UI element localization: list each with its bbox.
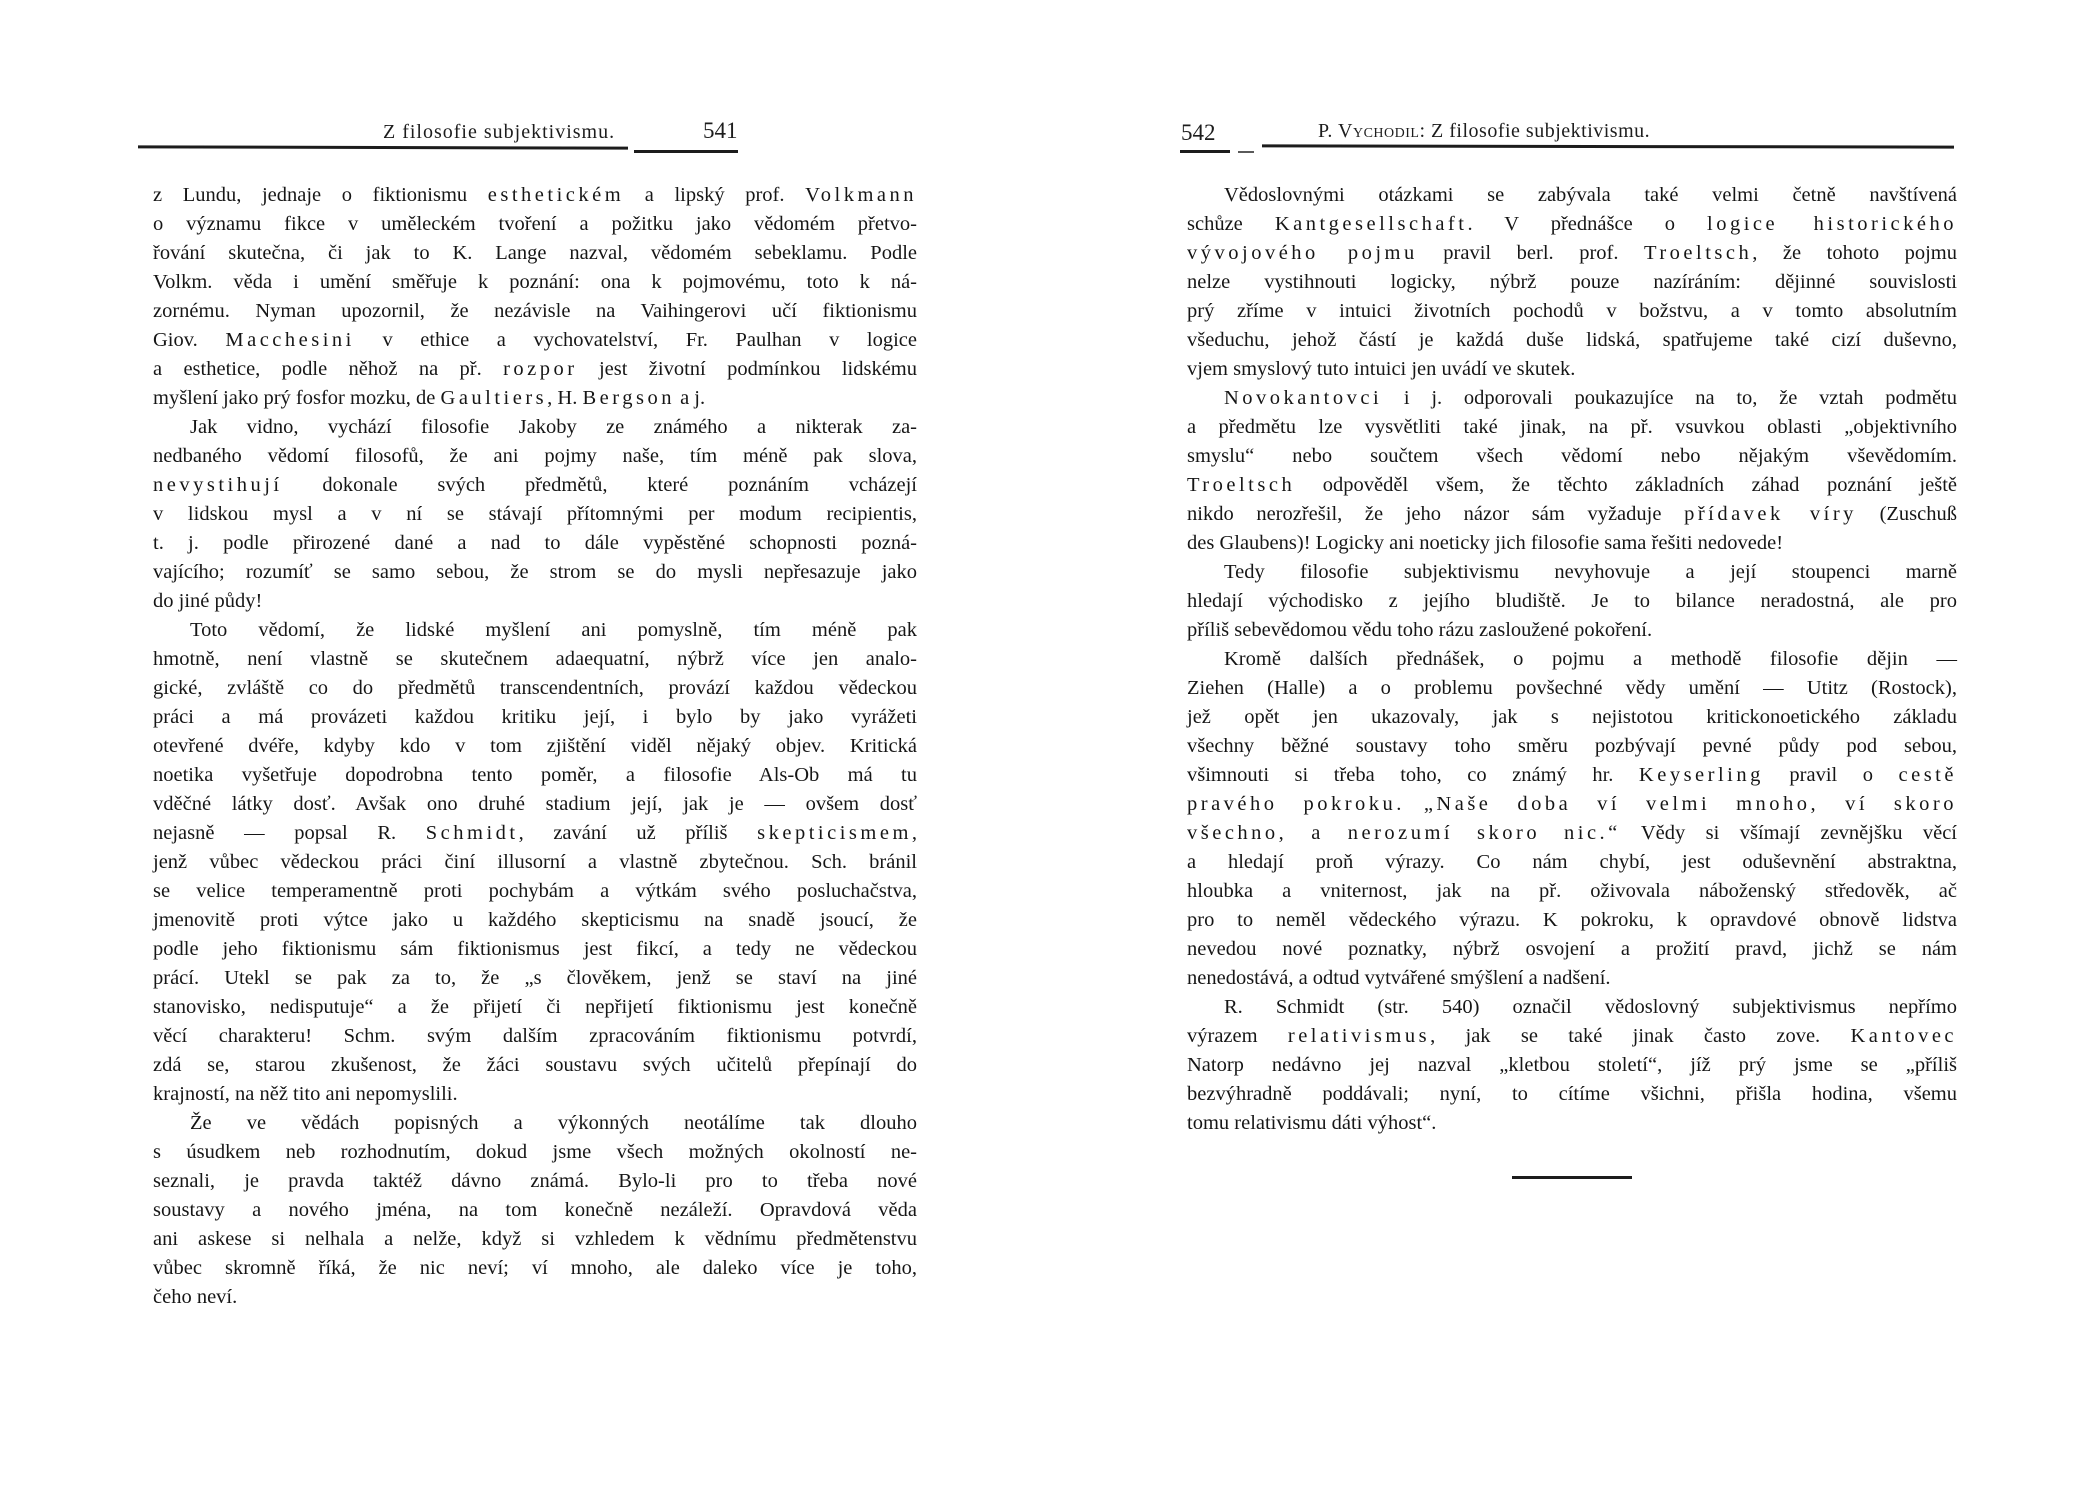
text-line: hmotně, není vlastně se skutečnem adaequatní, nýbrž více jen analo-: [153, 648, 917, 670]
text-line: práci a má provázeti každou kritiku její, i bylo by jako vyrážeti: [153, 706, 917, 728]
text-line: Kromě dalších přednášek, o pojmu a methodě filosofie dějin —: [1224, 648, 1957, 670]
right-header-rule-segment: [1180, 150, 1230, 153]
letterspaced-text: Kantovec: [1850, 1025, 1958, 1047]
text-line: pro to neměl vědeckého výrazu. K pokroku, k opravdové obnově lidstva: [1187, 909, 1957, 931]
letterspaced-text: pravého pokroku: [1187, 793, 1397, 815]
text-line: zornému. Nyman upozornil, že nezávisle na Vaihingerovi učí fiktionismu: [153, 300, 917, 322]
letterspaced-text: Troeltsch: [1187, 474, 1296, 496]
letterspaced-text: Bergson: [582, 387, 675, 409]
text-line: gické, zvláště co do předmětů transcendentních, provází každou vědeckou: [153, 677, 917, 699]
text-line: a předmětu lze vysvětliti také jinak, na př. vsuvkou oblasti „objektivního: [1187, 416, 1957, 438]
text-line: vůbec skromně říká, že nic neví; ví mnoho, ale daleko více je toho,: [153, 1257, 917, 1279]
letterspaced-text: Kantgesellschaft: [1274, 213, 1468, 235]
text-line: hledají východisko z jejího bludiště. Je to bilance neradostná, ale pro: [1187, 590, 1957, 612]
text-line: bezvýhradně poddávali; nyní, to cítíme všichni, přišla hodina, všemu: [1187, 1083, 1957, 1105]
left-running-head-title: Z filosofie subjektivismu.: [383, 121, 616, 143]
text-line: vajícího; rozumíť se samo sebou, že strom se do mysli nepřesazuje jako: [153, 561, 917, 583]
running-head-author: P. Vychodil:: [1318, 120, 1426, 142]
text-line: smyslu“ nebo součtem všech vědomí nebo nějakým vševědomím.: [1187, 445, 1957, 467]
text-line: hloubka a vniternost, jak na př. oživovala náboženský středověk, ač: [1187, 880, 1957, 902]
end-divider-rule: [1512, 1176, 1632, 1179]
letterspaced-text: skepticismem: [757, 822, 912, 844]
text-line: stanovisko, nedisputuje“ a že přijetí či nepřijetí fiktionismu jest konečně: [153, 996, 917, 1018]
text-line: krajností, na něž tito ani nepomyslili.: [153, 1083, 458, 1105]
page-right-body: [1187, 181, 1957, 1138]
text-line: myšlení jako prý fosfor mozku, de Gaultiers, H. Bergson a j.: [153, 387, 706, 409]
text-line: Vědoslovnými otázkami se zabývala také velmi četně navštívená: [1224, 184, 1957, 206]
text-line: a esthetice, podle něhož na př. rozpor jest životní podmínkou lidskému: [153, 358, 917, 380]
text-line: Jak vidno, vychází filosofie Jakoby ze známého a nikterak za-: [190, 416, 917, 438]
letterspaced-text: vývojového pojmu: [1187, 242, 1418, 264]
text-line: Giov. Macchesini v ethice a vychovatelství, Fr. Paulhan v logice: [153, 329, 918, 351]
text-line: s úsudkem neb rozhodnutím, dokud jsme všech možných okolností ne-: [153, 1141, 917, 1163]
text-line: podle jeho fiktionismu sám fiktionismus jest fikcí, a tedy ne vědeckou: [153, 938, 917, 960]
text-line: nejasně — popsal R. Schmidt, zavání už příliš skepticismem,: [153, 822, 918, 844]
letterspaced-text: nevystihují: [153, 474, 283, 496]
text-line: jenž vůbec vědeckou práci činí illusorní a vlastně zbytečnou. Sch. bránil: [153, 851, 917, 873]
letterspaced-text: všechno, a nerozumí skoro nic.“: [1187, 822, 1621, 844]
text-line: řování skutečna, či jak to K. Lange nazval, vědomém sebeklamu. Podle: [153, 242, 917, 264]
text-line: nelze vystihnouti logicky, nýbrž pouze nazíráním: dějinné souvislosti: [1187, 271, 1957, 293]
text-line: čeho neví.: [153, 1286, 238, 1308]
letterspaced-text: logice historického: [1707, 213, 1958, 235]
text-line: všeduchu, jehož částí je každá duše lidská, spatřujeme také cizí duševno,: [1187, 329, 1957, 351]
right-header-rule: [1262, 144, 1954, 148]
text-line: o významu fikce v uměleckém tvoření a požitku jako vědomém přetvo-: [153, 213, 917, 235]
text-line: zdá se, starou zkušenost, že žáci soustavu svých učitelů přepínají do: [153, 1054, 917, 1076]
text-line: jež opět jen ukazovaly, jak s nejistotou kritickonoetického základu: [1187, 706, 1957, 728]
letterspaced-text: relativismus: [1287, 1025, 1431, 1047]
text-line: nevystihují dokonale svých předmětů, které poznáním vcházejí: [153, 474, 917, 496]
page-left-body: [153, 181, 917, 1312]
text-line: do jiné půdy!: [153, 590, 263, 612]
right-running-head-title: [1318, 120, 1650, 143]
text-line: t. j. podle přirozené dané a nad to dále vypěstěné schopnosti pozná-: [153, 532, 917, 554]
text-line: otevřené dvéře, kdyby kdo v tom zjištění viděl nějaký objev. Kritická: [153, 735, 917, 757]
text-line: a hledají proň výrazy. Co nám chybí, jest oduševnění abstraktna,: [1187, 851, 1957, 873]
text-line: vděčné látky dosť. Avšak ono druhé stadium její, jak je — ovšem dosť: [153, 793, 917, 815]
letterspaced-text: Keyserling: [1638, 764, 1764, 786]
text-line: prácí. Utekl se pak za to, že „s člověkem, jenž se staví na jiné: [153, 967, 917, 989]
letterspaced-text: esthetickém: [487, 184, 625, 206]
text-line: nikdo nerozřešil, že jeho názor sám vyžaduje přídavek víry (Zuschuß: [1187, 503, 1957, 525]
text-line: ani askese si nelhala a nelže, když si vzhledem k vědnímu předmětenstvu: [153, 1228, 917, 1250]
right-header-rule-dash: [1238, 151, 1254, 153]
letterspaced-text: Macchesini: [225, 329, 355, 351]
letterspaced-text: Schmidt: [425, 822, 519, 844]
text-line: pravého pokroku. „Naše doba ví velmi mnoho, ví skoro: [1187, 793, 1957, 815]
text-line: nevedou nové poznatky, nýbrž osvojení a prožití pravd, jichž se nám: [1187, 938, 1957, 960]
text-line: Troeltsch odpověděl všem, že těchto základních záhad poznání ještě: [1187, 474, 1957, 496]
text-line: příliš sebevědomou vědu toho rázu zasloužené pokoření.: [1187, 619, 1653, 641]
text-line: jmenovitě proti výtce jako u každého skepticismu na snadě jsoucí, že: [153, 909, 917, 931]
text-line: R. Schmidt (str. 540) označil vědoslovný subjektivismus nepřímo: [1224, 996, 1957, 1018]
text-line: schůze Kantgesellschaft. V přednášce o logice historického: [1187, 213, 1958, 235]
text-line: Volkm. věda i umění směřuje k poznání: ona k pojmovému, toto k ná-: [153, 271, 917, 293]
text-line: Novokantovci i j. odporovali poukazujíce na to, že vztah podmětu: [1224, 387, 1957, 409]
text-line: výrazem relativismus, jak se také jinak často zove. Kantovec: [1187, 1025, 1958, 1047]
text-line: noetika vyšetřuje dopodrobna tento poměr, a filosofie Als-Ob má tu: [153, 764, 917, 786]
text-line: tomu relativismu dáti výhost“.: [1187, 1112, 1437, 1134]
letterspaced-text: Gaultiers: [440, 387, 548, 409]
text-line: z Lundu, jednaje o fiktionismu esthetickém a lipský prof. Volkmann: [153, 184, 918, 206]
letterspaced-text: „Naše doba ví velmi mnoho, ví skoro: [1423, 793, 1957, 815]
running-head-work-title: Z filosofie subjektivismu.: [1425, 120, 1651, 142]
letterspaced-text: cestě: [1898, 764, 1957, 786]
text-line: věcí charakteru! Schm. svým dalším zpracováním fiktionismu potvrdí,: [153, 1025, 917, 1047]
text-line: vjem smyslový tuto intuici jen uvádí ve skutek.: [1187, 358, 1576, 380]
text-line: Že ve vědách popisných a výkonných neotálíme tak dlouho: [190, 1112, 917, 1134]
left-header-rule: [138, 145, 628, 149]
right-page-number: 542: [1181, 120, 1216, 145]
text-line: des Glaubens)! Logicky ani noeticky jich filosofie sama řešiti nedovede!: [1187, 532, 1784, 554]
text-line: všechny běžné soustavy toho směru pozbývají pevné půdy pod sebou,: [1187, 735, 1957, 757]
letterspaced-text: Novokantovci: [1224, 387, 1383, 409]
text-line: Ziehen (Halle) a o problemu povšechné vědy umění — Utitz (Rostock),: [1187, 677, 1957, 699]
text-line: vývojového pojmu pravil berl. prof. Troeltsch, že tohoto pojmu: [1187, 242, 1958, 264]
text-line: Natorp nedávno jej nazval „kletbou století“, jíž prý jsme se „příliš: [1187, 1054, 1957, 1076]
text-line: všimnouti si třeba toho, co známý hr. Keyserling pravil o cestě: [1187, 764, 1957, 786]
text-line: Tedy filosofie subjektivismu nevyhovuje a její stoupenci marně: [1224, 561, 1957, 583]
text-line: prý zříme v intuici životních pochodů v božstvu, a v tomto absolutním: [1187, 300, 1957, 322]
text-line: se velice temperamentně proti pochybám a výtkám svého posluchačstva,: [153, 880, 917, 902]
letterspaced-text: rozpor: [503, 358, 578, 380]
left-page-number: 541: [703, 118, 738, 143]
text-line: v lidskou mysl a v ní se stávají přítomnými per modum recipientis,: [153, 503, 917, 525]
letterspaced-text: přídavek víry: [1684, 503, 1857, 525]
text-line: Toto vědomí, že lidské myšlení ani pomyslně, tím méně pak: [190, 619, 917, 641]
left-header-rule-segment: [634, 150, 738, 153]
text-line: seznali, je pravda taktéž dávno známá. Bylo-li pro to třeba nové: [153, 1170, 917, 1192]
text-line: nenedostává, a odtud vytvářené smýšlení a nadšení.: [1187, 967, 1611, 989]
text-line: soustavy a nového jména, na tom konečně nezáleží. Opravdová věda: [153, 1199, 917, 1221]
text-line: nedbaného vědomí filosofů, že ani pojmy naše, tím méně pak slova,: [153, 445, 917, 467]
letterspaced-text: Troeltsch: [1644, 242, 1753, 264]
text-line: všechno, a nerozumí skoro nic.“ Vědy si všímají zevnějšku věcí: [1187, 822, 1957, 844]
letterspaced-text: Volkmann: [805, 184, 918, 206]
